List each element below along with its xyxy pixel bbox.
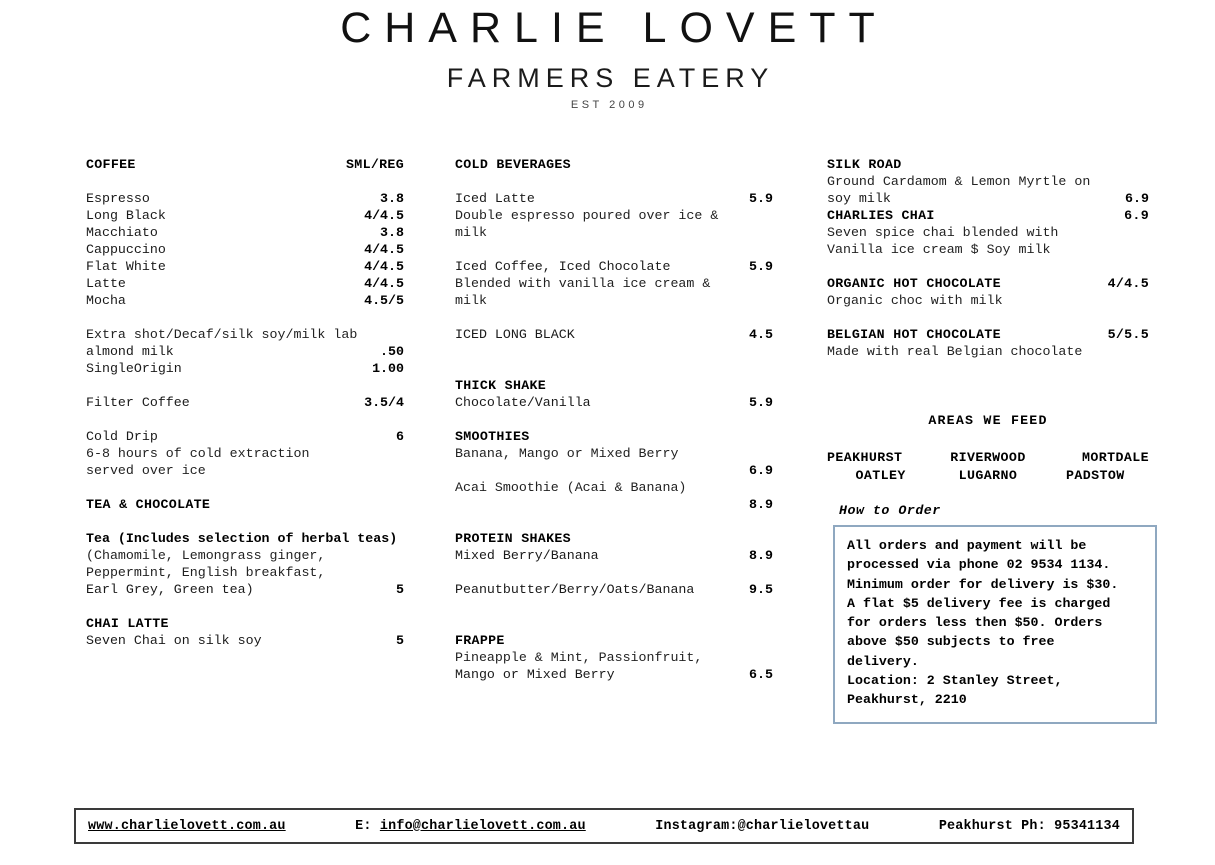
item-price: 4/4.5 xyxy=(364,242,404,257)
menu-row xyxy=(86,428,404,445)
item-description: Vanilla ice cream $ Soy milk xyxy=(827,242,1051,257)
item-price: 5 xyxy=(396,633,404,648)
menu-row xyxy=(86,632,404,649)
item-price: 5/5.5 xyxy=(1107,327,1149,342)
tea-description: (Chamomile, Lemongrass ginger, xyxy=(86,548,326,563)
brand-subtitle: FARMERS EATERY xyxy=(446,63,775,94)
item-price: 5 xyxy=(396,582,404,597)
item-price: 8.9 xyxy=(749,497,773,512)
frappe-heading-label: FRAPPE xyxy=(455,633,505,648)
menu-row xyxy=(455,258,773,275)
item-price: 1.00 xyxy=(372,361,404,376)
spacer xyxy=(86,411,404,428)
item-price: 6.5 xyxy=(749,667,773,682)
order-info-line: All orders and payment will be xyxy=(847,538,1087,553)
silk-road-heading-label: SILK ROAD xyxy=(827,157,902,172)
belgian-hot-chocolate-heading-label: BELGIAN HOT CHOCOLATE xyxy=(827,327,1001,342)
item-name: Flat White xyxy=(86,259,166,274)
how-to-order-label: How to Order xyxy=(839,503,941,518)
menu-row xyxy=(86,224,404,241)
menu-column-right xyxy=(827,156,1149,724)
item-price: 3.8 xyxy=(380,191,404,206)
section-heading-cold-beverages xyxy=(455,156,773,173)
item-price: 6.9 xyxy=(749,463,773,478)
spacer xyxy=(86,479,404,496)
spacer xyxy=(827,258,1149,275)
item-description: milk xyxy=(455,225,487,240)
menu-row xyxy=(86,258,404,275)
spacer xyxy=(455,360,773,377)
area-name: RIVERWOOD xyxy=(950,450,1026,465)
tea-title: Tea (Includes selection of herbal teas) xyxy=(86,531,398,546)
item-name: Espresso xyxy=(86,191,150,206)
coffee-price-header: SML/REG xyxy=(346,157,404,172)
item-name: Banana, Mango or Mixed Berry xyxy=(455,446,679,461)
section-heading-smoothies xyxy=(455,428,773,445)
email-label: E: xyxy=(355,818,372,834)
order-info-line: processed via phone 02 9534 1134. xyxy=(847,557,1111,573)
spacer xyxy=(455,173,773,190)
item-price: 5.9 xyxy=(749,191,773,206)
item-description: Blended with vanilla ice cream & xyxy=(455,276,711,291)
item-price: 4/4.5 xyxy=(1107,276,1149,291)
item-description: milk xyxy=(455,293,487,308)
ordering-info-box xyxy=(833,525,1157,724)
item-price: 4/4.5 xyxy=(364,259,404,274)
coffee-heading-label: COFFEE xyxy=(86,157,136,172)
spacer xyxy=(455,411,773,428)
spacer xyxy=(86,513,404,530)
item-price: 6.9 xyxy=(1124,208,1149,223)
order-info-line: Minimum order for delivery is $30. xyxy=(847,576,1119,592)
smoothies-heading-label: SMOOTHIES xyxy=(455,429,530,444)
spacer xyxy=(455,343,773,360)
item-description: Double espresso poured over ice & xyxy=(455,208,719,223)
item-name: Peanutbutter/Berry/Oats/Banana xyxy=(455,582,695,597)
section-heading-protein-shakes xyxy=(455,530,773,547)
spacer xyxy=(455,241,773,258)
masthead xyxy=(0,0,1215,111)
section-heading-chai-latte xyxy=(86,615,404,632)
item-price: 3.8 xyxy=(380,225,404,240)
menu-row xyxy=(86,581,404,598)
item-name: almond milk xyxy=(86,344,174,359)
menu-row xyxy=(455,190,773,207)
menu-row xyxy=(455,326,773,343)
phone-number: Peakhurst Ph: 95341134 xyxy=(938,818,1120,834)
item-name: Macchiato xyxy=(86,225,158,240)
charlies-chai-heading-label: CHARLIES CHAI xyxy=(827,208,935,223)
section-heading-frappe xyxy=(455,632,773,649)
item-name: Acai Smoothie (Acai & Banana) xyxy=(455,480,687,495)
order-info-line: delivery. xyxy=(847,653,919,669)
menu-row xyxy=(86,275,404,292)
tea-chocolate-heading-label: TEA & CHOCOLATE xyxy=(86,497,211,512)
menu-row xyxy=(86,394,404,411)
spacer xyxy=(827,309,1149,326)
item-price: 5.9 xyxy=(749,259,773,274)
section-heading-thick-shake xyxy=(455,377,773,394)
item-price: 5.9 xyxy=(749,395,773,410)
item-description: Seven spice chai blended with xyxy=(827,225,1059,240)
protein-shakes-heading-label: PROTEIN SHAKES xyxy=(455,531,571,546)
menu-column-middle xyxy=(455,156,773,683)
spacer xyxy=(86,309,404,326)
item-name: Iced Coffee, Iced Chocolate xyxy=(455,259,671,274)
order-info-line: Peakhurst, 2210 xyxy=(847,692,967,708)
email-group xyxy=(355,819,586,834)
section-heading-tea-chocolate xyxy=(86,496,404,513)
item-description: served over ice xyxy=(86,463,206,478)
item-price: 3.5/4 xyxy=(364,395,404,410)
item-name: Chocolate/Vanilla xyxy=(455,395,591,410)
item-name: Filter Coffee xyxy=(86,395,190,410)
thick-shake-heading-label: THICK SHAKE xyxy=(455,378,547,393)
section-heading-silk-road xyxy=(827,156,1149,173)
menu-row xyxy=(827,190,1149,207)
item-description: soy milk xyxy=(827,191,891,206)
menu-row xyxy=(86,343,404,360)
item-name: Cold Drip xyxy=(86,429,158,444)
order-info-line: for orders less then $50. Orders xyxy=(847,615,1103,631)
item-price: 4.5 xyxy=(749,327,773,342)
item-description: Ground Cardamom & Lemon Myrtle on xyxy=(827,174,1091,189)
spacer xyxy=(455,309,773,326)
item-name: Mixed Berry/Banana xyxy=(455,548,599,563)
menu-column-left xyxy=(86,156,404,649)
item-price: 8.9 xyxy=(749,548,773,563)
item-price: 4/4.5 xyxy=(364,208,404,223)
spacer xyxy=(455,513,773,530)
item-name: ICED LONG BLACK xyxy=(455,327,575,342)
spacer xyxy=(455,598,773,615)
item-name: Latte xyxy=(86,276,126,291)
section-heading-coffee xyxy=(86,156,404,173)
item-price: 6.9 xyxy=(1125,191,1149,206)
menu-row xyxy=(86,360,404,377)
area-name: PADSTOW xyxy=(1066,468,1125,483)
menu-row xyxy=(86,241,404,258)
section-heading-organic-hot-chocolate xyxy=(827,275,1149,292)
menu-row xyxy=(455,547,773,564)
item-description: Pineapple & Mint, Passionfruit, xyxy=(455,650,703,665)
menu-row xyxy=(455,666,773,683)
area-name: LUGARNO xyxy=(958,468,1018,483)
section-heading-belgian-hot-chocolate xyxy=(827,326,1149,343)
item-name: Seven Chai on silk soy xyxy=(86,633,262,648)
item-name: Cappuccino xyxy=(86,242,166,257)
menu-row xyxy=(455,394,773,411)
menu-row xyxy=(455,581,773,598)
section-heading-charlies-chai xyxy=(827,207,1149,224)
brand-title: CHARLIE LOVETT xyxy=(340,4,888,52)
area-name: OATLEY xyxy=(855,468,906,483)
item-price: 4/4.5 xyxy=(364,276,404,291)
spacer xyxy=(455,615,773,632)
cold-beverages-heading-label: COLD BEVERAGES xyxy=(455,157,571,172)
menu-row xyxy=(86,292,404,309)
organic-hot-chocolate-heading-label: ORGANIC HOT CHOCOLATE xyxy=(827,276,1001,291)
footer-contact-bar xyxy=(74,808,1134,844)
brand-established: EST 2009 xyxy=(570,99,648,112)
instagram-handle[interactable]: Instagram:@charlielovettau xyxy=(655,818,870,834)
areas-we-feed-list xyxy=(827,449,1149,484)
chai-latte-heading-label: CHAI LATTE xyxy=(86,616,169,631)
item-price: 9.5 xyxy=(749,582,773,597)
order-info-line: A flat $5 delivery fee is charged xyxy=(847,595,1111,611)
item-name: Long Black xyxy=(86,208,166,223)
spacer xyxy=(86,377,404,394)
item-name: SingleOrigin xyxy=(86,361,182,376)
order-info-line: above $50 subjects to free xyxy=(847,634,1055,650)
area-name: PEAKHURST xyxy=(827,450,903,465)
order-info-line: Location: 2 Stanley Street, xyxy=(847,673,1063,689)
item-name: Mocha xyxy=(86,293,126,308)
area-name: MORTDALE xyxy=(1081,450,1149,465)
spacer xyxy=(455,564,773,581)
website-link[interactable]: www.charlielovett.com.au xyxy=(88,818,286,834)
item-description: Made with real Belgian chocolate xyxy=(827,344,1083,359)
email-link[interactable]: info@charlielovett.com.au xyxy=(379,818,586,834)
tea-description: Earl Grey, Green tea) xyxy=(86,582,254,597)
areas-we-feed-title: AREAS WE FEED xyxy=(928,413,1048,428)
tea-description: Peppermint, English breakfast, xyxy=(86,565,326,580)
spacer xyxy=(86,598,404,615)
item-description: Mango or Mixed Berry xyxy=(455,667,615,682)
spacer xyxy=(86,173,404,190)
menu-row xyxy=(86,207,404,224)
menu-columns xyxy=(0,156,1215,724)
menu-row xyxy=(86,190,404,207)
item-name: Iced Latte xyxy=(455,191,535,206)
item-price: 6 xyxy=(396,429,404,444)
item-price: 4.5/5 xyxy=(364,293,404,308)
item-price: .50 xyxy=(380,344,404,359)
item-description: Organic choc with milk xyxy=(827,293,1003,308)
extras-line: Extra shot/Decaf/silk soy/milk lab xyxy=(86,327,358,342)
item-description: 6-8 hours of cold extraction xyxy=(86,446,310,461)
